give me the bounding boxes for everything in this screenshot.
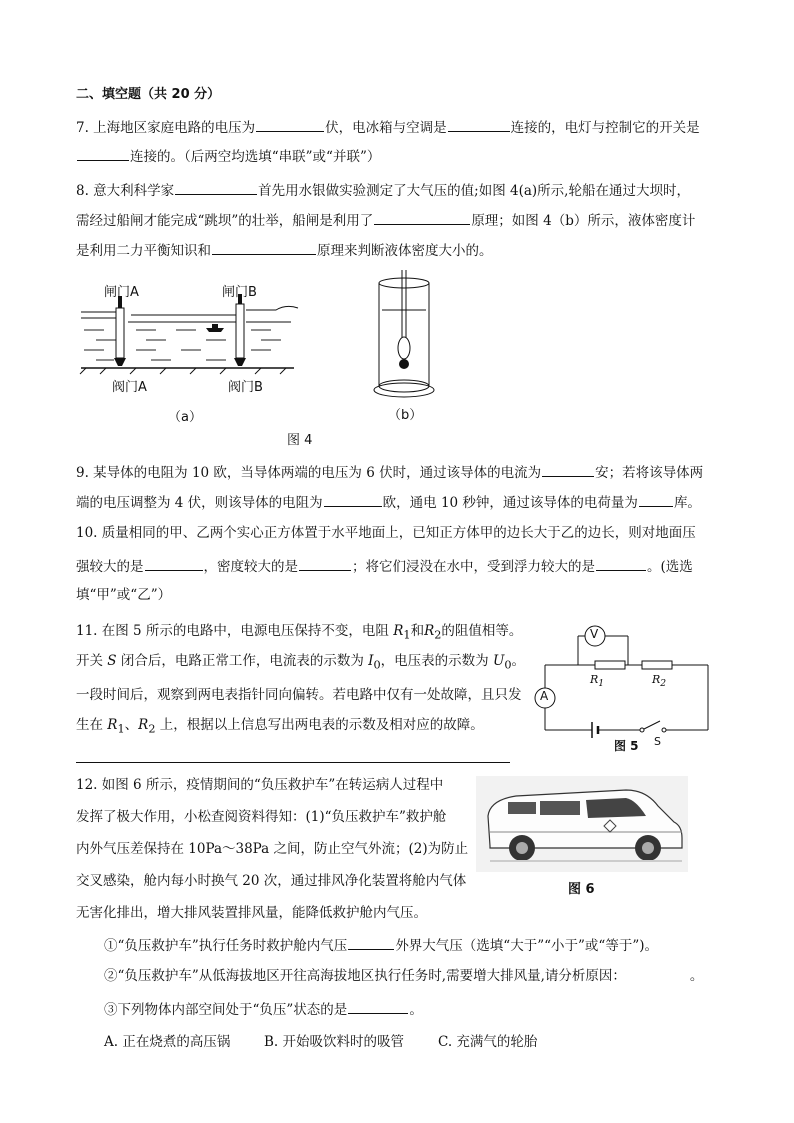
q8-text-a: 8. 意大利科学家 — [76, 183, 175, 199]
q12-sub2-text-a: ②“负压救护车”从低海拔地区开往高海拔地区执行任务时,需要增大排风量,请分析原因： — [104, 968, 626, 984]
q7-text-d: 连接的。（后两空均选填“串联”或“并联”） — [130, 149, 381, 165]
q12-line2: 发挥了极大作用，小松查阅资料得知：(1)“负压救护车”救护舱 — [76, 809, 447, 825]
q9-line2 — [76, 492, 701, 512]
section-title: 二、填空题（共 20 分） — [76, 87, 221, 102]
r1-label — [590, 673, 604, 689]
q11-text-h: 生在 — [76, 717, 103, 733]
r2-letter: R — [652, 673, 661, 686]
q12-sub3 — [104, 999, 423, 1019]
q11-r2b-sub: 2 — [148, 722, 156, 736]
q7-line2 — [76, 146, 380, 166]
q11-line1 — [76, 622, 522, 645]
q12-line1: 12. 如图 6 所示，疫情期间的“负压救护车”在转运病人过程中 — [76, 777, 444, 793]
ammeter-label: A — [540, 689, 549, 703]
q12-sub1 — [104, 935, 658, 955]
q10-line1: 10. 质量相同的甲、乙两个实心正方体置于水平地面上，已知正方体甲的边长大于乙的边长，则对地面压 — [76, 525, 696, 541]
q12-sub3-text-b: 。 — [409, 1002, 423, 1018]
q11-line2 — [76, 652, 525, 675]
r2-subscript: 2 — [660, 678, 667, 690]
q11-u0: U — [492, 653, 505, 669]
q7-line1 — [76, 117, 700, 137]
q12-option-a[interactable]: A. 正在烧煮的高压锅 — [104, 1034, 231, 1050]
q7-blank-2[interactable] — [448, 117, 510, 132]
q11-answer-line[interactable] — [76, 762, 510, 763]
q11-u0-sub: 0 — [504, 658, 512, 672]
q7-text-c: 连接的，电灯与控制它的开关是 — [510, 120, 700, 136]
q11-r1-sub: 1 — [403, 628, 411, 642]
q8-line2 — [76, 210, 695, 230]
q10-text-a: 强较大的是 — [76, 559, 144, 575]
r2-label — [652, 673, 666, 689]
q10-line2 — [76, 556, 693, 576]
q11-r2: R — [424, 623, 435, 639]
q8-text-b: 首先用水银做实验测定了大气压的值;如图 4(a)所示,轮船在通过大坝时， — [258, 183, 690, 199]
q9-text-c: 端的电压调整为 4 伏，则该导体的电阻为 — [76, 495, 323, 511]
q11-r1b: R — [107, 717, 118, 733]
q10-text-c: ；将它们浸没在水中，受到浮力较大的是 — [352, 559, 595, 575]
q10-blank-1[interactable] — [145, 556, 203, 571]
q10-line3: 填“甲”或“乙”） — [76, 587, 172, 603]
q11-line4 — [76, 716, 484, 739]
q11-line3: 一段时间后，观察到两电表指针同向偏转。若电路中仅有一处故障，且只发 — [76, 687, 522, 703]
q11-r2-sub: 2 — [434, 628, 442, 642]
label-gate-b: 闸门B — [222, 285, 257, 300]
q10-blank-2[interactable] — [299, 556, 351, 571]
q8-text-f: 原理来判断液体密度大小的。 — [317, 243, 493, 259]
q11-text-g: 。 — [511, 653, 526, 669]
switch-label: S — [654, 735, 661, 748]
q9-line1 — [76, 462, 703, 482]
q11-r2b: R — [138, 717, 149, 733]
label-sub-a: （a） — [168, 410, 202, 425]
q9-text-d: 欧，通电 10 秒钟，通过该导体的电荷量为 — [382, 495, 638, 511]
figure-4 — [76, 268, 456, 448]
switch-icon — [644, 721, 660, 729]
q12-sub3-text-a: ③下列物体内部空间处于“负压”状态的是 — [104, 1002, 348, 1018]
q12-sub1-text-b: 外界大气压（选填“大于”“小于”或“等于”)。 — [395, 938, 658, 954]
resistor-r1-icon — [595, 661, 625, 669]
q12-line3: 内外气压差保持在 10Pa～38Pa 之间，防止空气外流；(2)为防止 — [76, 841, 469, 857]
r1-subscript: 1 — [598, 678, 605, 690]
q12-blank-3[interactable] — [348, 999, 408, 1014]
q11-i0-sub: 0 — [373, 658, 381, 672]
q11-text-a: 11. 在图 5 所示的电路中，电源电压保持不变，电阻 — [76, 623, 389, 639]
q11-text-j: 上，根据以上信息写出两电表的示数及相对应的故障。 — [159, 717, 484, 733]
label-gate-a: 闸门A — [104, 285, 139, 300]
q12-blank-1[interactable] — [348, 935, 394, 950]
q10-text-b: ，密度较大的是 — [203, 559, 298, 575]
q7-blank-1[interactable] — [256, 117, 324, 132]
q11-text-i: 、 — [124, 717, 139, 733]
q8-blank-2[interactable] — [374, 210, 470, 225]
ship-lock-diagram — [80, 294, 298, 374]
q9-blank-2[interactable] — [324, 492, 382, 507]
label-valve-b: 阀门B — [228, 380, 263, 395]
figure-6-caption: 图 6 — [568, 882, 595, 897]
q9-blank-1[interactable] — [542, 462, 594, 477]
q9-text-a: 9. 某导体的电阻为 10 欧，当导体两端的电压为 6 伏时，通过该导体的电流为 — [76, 465, 542, 481]
q12-option-b[interactable]: B. 开始吸饮料时的吸管 — [264, 1034, 405, 1050]
figure-6 — [476, 776, 688, 897]
hydrometer-diagram — [374, 270, 434, 397]
q8-blank-1[interactable] — [175, 180, 257, 195]
q11-text-c: 的阻值相等。 — [441, 623, 523, 639]
voltmeter-label: V — [590, 627, 599, 641]
resistor-r2-icon — [642, 661, 672, 669]
q10-blank-3[interactable] — [596, 556, 646, 571]
q12-sub2-text-b: 。 — [689, 968, 704, 984]
q7-text-a: 7. 上海地区家庭电路的电压为 — [76, 120, 256, 136]
q11-switch-s: S — [107, 653, 117, 669]
figure-5 — [530, 618, 720, 752]
q8-line3 — [76, 240, 493, 260]
q7-text-b: 伏，电冰箱与空调是 — [325, 120, 447, 136]
q12-sub1-text-a: ①“负压救护车”执行任务时救护舱内气压 — [104, 938, 348, 954]
circuit-diagram — [530, 618, 720, 752]
label-valve-a: 阀门A — [112, 380, 147, 395]
q9-text-b: 安；若将该导体两 — [595, 465, 704, 481]
r1-letter: R — [590, 673, 599, 686]
q9-blank-3[interactable] — [639, 492, 673, 507]
q12-option-c[interactable]: C. 充满气的轮胎 — [438, 1034, 538, 1050]
q11-r1b-sub: 1 — [117, 722, 125, 736]
q8-text-e: 是利用二力平衡知识和 — [76, 243, 211, 259]
q12-line4: 交叉感染，舱内每小时换气 20 次，通过排风净化装置将舱内气体 — [76, 873, 467, 889]
q11-r1: R — [393, 623, 404, 639]
q9-text-e: 库。 — [673, 495, 701, 511]
q12-line5: 无害化排出，增大排风装置排风量，能降低救护舱内气压。 — [76, 905, 427, 921]
q11-text-b: 和 — [410, 623, 425, 639]
figure-5-caption: 图 5 — [614, 739, 639, 753]
q7-blank-3[interactable] — [77, 146, 129, 161]
q8-text-d: 原理；如图 4（b）所示，液体密度计 — [471, 213, 696, 229]
q8-blank-3[interactable] — [212, 240, 316, 255]
label-sub-b: （b） — [388, 408, 423, 423]
q11-i0: I — [368, 653, 374, 669]
q11-text-f: ，电压表的示数为 — [380, 653, 489, 669]
q10-text-d: 。(选选 — [647, 559, 693, 575]
figure-4-caption: 图 4 — [287, 433, 313, 448]
q11-text-d: 开关 — [76, 653, 103, 669]
q12-sub2 — [104, 967, 703, 985]
ambulance-image — [476, 776, 688, 872]
q8-line1 — [76, 180, 690, 200]
q8-text-c: 需经过船闸才能完成“跳坝”的壮举，船闸是利用了 — [76, 213, 374, 229]
q11-text-e: 闭合后，电路正常工作，电流表的示数为 — [120, 653, 364, 669]
